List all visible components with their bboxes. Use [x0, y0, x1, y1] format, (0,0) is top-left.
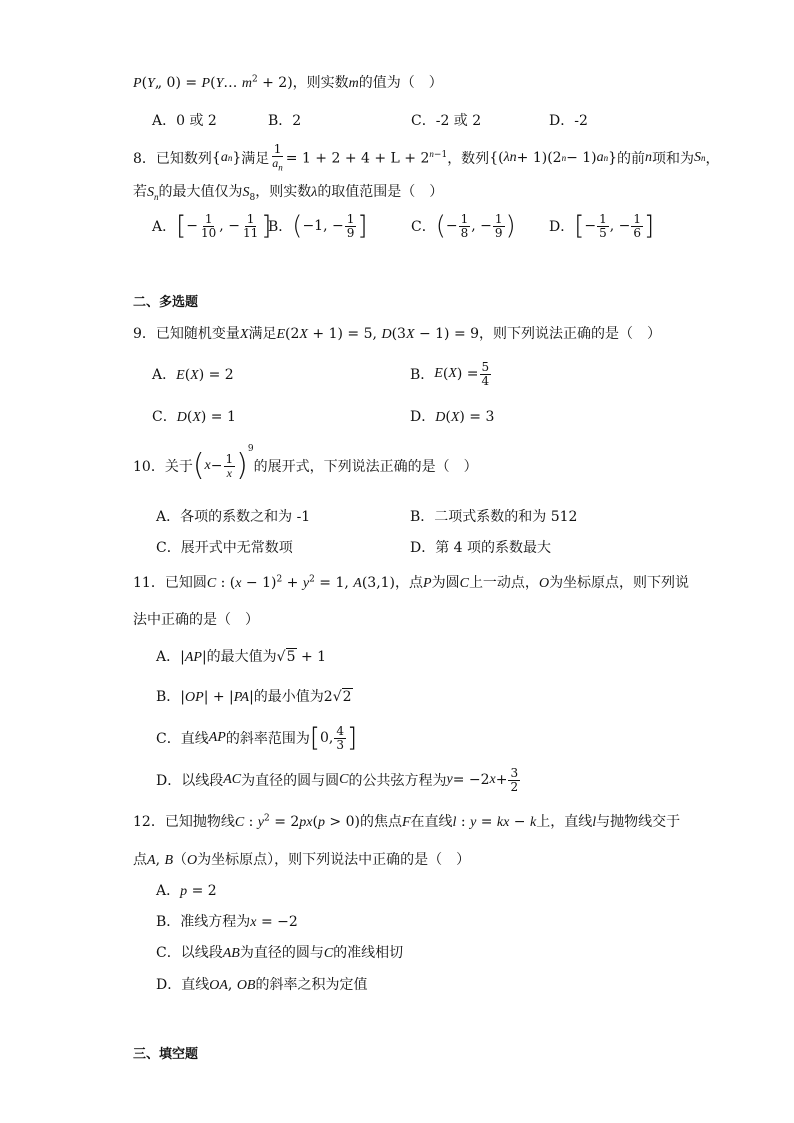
q7-option-c: C．-2 或 2 [411, 113, 482, 129]
q10-option-a: A．各项的系数之和为 -1 [156, 509, 311, 525]
q7-line1: P(Y„ 0) = P(Y… $m^2 + 2$)，则实数m的值为（ ） [133, 74, 443, 91]
q11-option-c: C． 直线 AP 的斜率范围为 [ 0, $\frac{4}{3}$ ] [156, 723, 358, 753]
q11-stem-line1: 11．已知圆C : $(x - 1)^2 + y^2 = 1$, A(3,1)，点P为圆C上一动点，O为坐标原点，则下列说 [133, 574, 690, 591]
q12-option-a: A．p = 2 [156, 883, 217, 899]
q10-stem: 10．关于 ( x − $\frac{1}{x}$ ) $^9$ 的展开式，下列说法正确的是（ ） [133, 444, 478, 483]
q12-option-b: B．准线方程为x = −2 [156, 914, 298, 930]
q8-option-a: A． [ − $\frac{1}{10}$ , − $\frac{1}{11}$ ] [152, 211, 272, 241]
q7-option-a: A．0 或 2 [152, 113, 217, 129]
q7-text2: 的值为（ ） [358, 75, 443, 91]
section-heading-3: 三、填空题 [133, 1047, 199, 1062]
q11-stem-line2: 法中正确的是（ ） [133, 612, 259, 628]
q10-option-c: C．展开式中无常数项 [156, 540, 293, 556]
q11-option-b: B．|OP| + |PA|的最小值为2√2 [156, 689, 352, 705]
q9-option-c: C．D(X) = 1 [152, 409, 236, 425]
q12-option-d: D．直线OA, OB的斜率之积为定值 [156, 977, 368, 993]
q12-stem-line2: 点A, B（O为坐标原点），则下列说法中正确的是（ ） [133, 852, 471, 868]
q8-option-d: D． [ − $\frac{1}{5}$ , − $\frac{1}{6}$ ] [549, 211, 655, 241]
q11-option-d: D． 以线段 AC 为直径的圆与圆 C 的公共弦方程为 y = −2 x + $\frac{3}{2}$ [156, 765, 519, 794]
section-heading-2: 二、多选题 [133, 295, 199, 310]
q10-option-d: D．第 4 项的系数最大 [410, 540, 552, 556]
q8-option-c: C． ( − $\frac{1}{8}$ , − $\frac{1}{9}$ ) [411, 211, 516, 241]
q12-option-c: C．以线段AB为直径的圆与C的准线相切 [156, 945, 404, 961]
q8-prefix: 8．已知数列 [133, 151, 212, 167]
q8-option-b: B． ( −1, − $\frac{1}{9}$ ] [268, 211, 368, 241]
q9-option-d: D．D(X) = 3 [410, 409, 495, 425]
q8-line1: 8．已知数列 { a n } 满足 $\frac{1}{a_n}$ = $1 + 2 + 4 + L + 2^{n-1}$ ，数列 {( λn + 1)(2 n − 1) a n } 的前 n 项和为 S n ， [133, 142, 720, 173]
q8-line2: 若$S_n$的最大值仅为$S_8$，则实数λ的取值范围是（ ） [133, 184, 444, 203]
q11-option-a: A．|AP|的最大值为√5 + 1 [156, 649, 327, 665]
q7-option-d: D．-2 [549, 113, 588, 129]
q9-option-b: B． E ( X ) = $\frac{5}{4}$ [410, 359, 490, 388]
q7-option-b: B．2 [268, 113, 302, 129]
q10-option-b: B．二项式系数的和为 512 [410, 509, 578, 525]
q7-text: ，则实数 [292, 75, 349, 91]
q7-formula: P [133, 76, 142, 91]
q9-option-a: A．E(X) = 2 [152, 367, 234, 383]
q12-stem-line1: 12．已知抛物线C : $y^2 = 2px(p > 0)$的焦点F在直线l : y = kx − k上，直线l与抛物线交于 [133, 813, 681, 830]
q9-stem: 9．已知随机变量X满足E(2X + 1) = 5, D(3X − 1) = 9，则下列说法正确的是（ ） [133, 326, 662, 342]
q8-frac: $\frac{1}{a_n}$ [272, 142, 283, 173]
